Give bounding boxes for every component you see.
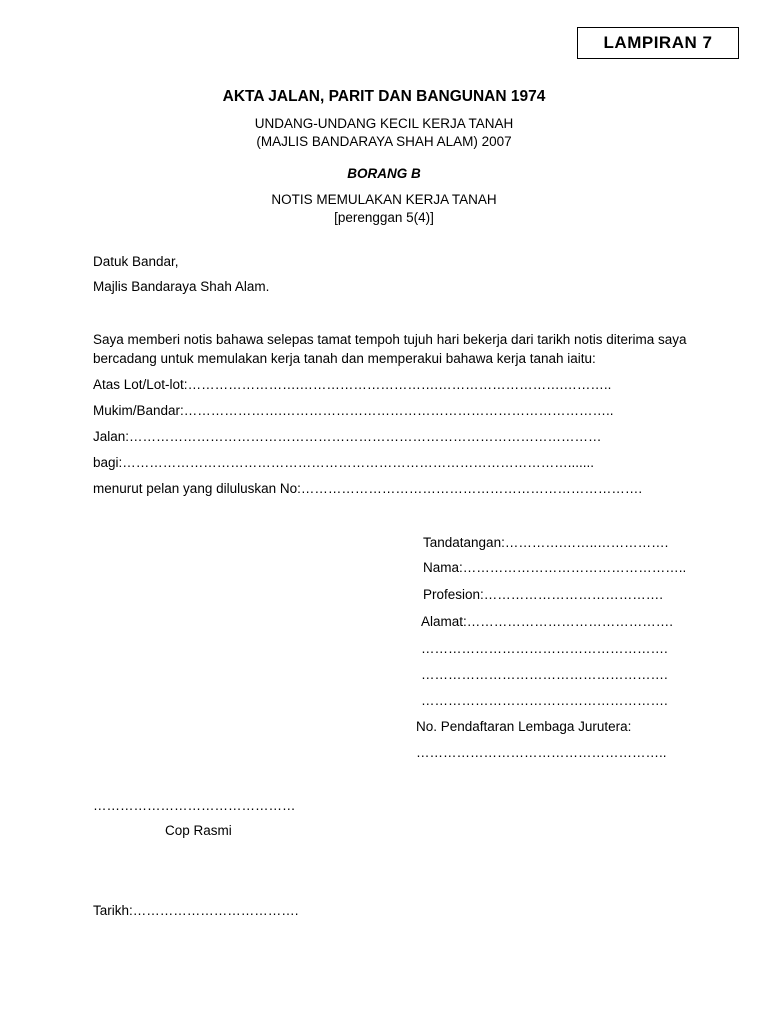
field-mukim-label: Mukim/Bandar: (93, 403, 184, 418)
field-bagi[interactable] (93, 455, 594, 470)
address-line-2[interactable]: ………………………………………………. (421, 667, 668, 682)
addressee-line1: Datuk Bandar, (93, 254, 179, 269)
address-field[interactable]: Alamat:………………………………………. (421, 614, 674, 629)
field-bagi-dots[interactable]: ………………………………………………………………………………………....... (122, 455, 595, 470)
registration-field[interactable]: ……………………………………………….. (416, 745, 667, 760)
field-lot-dots[interactable]: …………………….………………………….……………………….……….. (187, 377, 612, 392)
official-stamp-line[interactable]: ……………………………………… (93, 798, 296, 813)
field-plan-number[interactable] (93, 481, 642, 496)
field-bagi-label: bagi: (93, 455, 123, 470)
registration-label: No. Pendaftaran Lembaga Jurutera: (416, 719, 632, 734)
official-stamp-label: Cop Rasmi (165, 823, 232, 838)
field-mukim-dots[interactable]: ………………….……………………………………………………………….. (183, 403, 614, 418)
field-lot-label: Atas Lot/Lot-lot: (93, 377, 188, 392)
field-plan-number-dots[interactable]: …………………………………………………………………. (300, 481, 643, 496)
field-jalan[interactable] (93, 429, 602, 444)
field-plan-number-label: menurut pelan yang diluluskan No: (93, 481, 301, 496)
lampiran-text: LAMPIRAN 7 (603, 33, 713, 52)
address-line-1[interactable]: ………………………………………………. (421, 641, 668, 656)
field-lot[interactable] (93, 377, 611, 392)
field-jalan-dots[interactable]: …………………………………………………………………………………………… (129, 429, 602, 444)
date-label: Tarikh: (93, 903, 133, 918)
bylaw-title-line1: UNDANG-UNDANG KECIL KERJA TANAH (254, 116, 514, 131)
profession-field[interactable]: Profesion:…………………………………. (423, 587, 664, 602)
date-field[interactable] (93, 903, 299, 918)
act-title: AKTA JALAN, PARIT DAN BANGUNAN 1974 (222, 88, 546, 105)
address-line-3[interactable]: ………………………………………………. (421, 693, 668, 708)
name-field[interactable]: Nama:………………………………………….. (423, 560, 687, 575)
field-mukim[interactable] (93, 403, 614, 418)
form-name: BORANG B (347, 166, 421, 181)
notice-title: NOTIS MEMULAKAN KERJA TANAH (271, 192, 497, 207)
bylaw-title-line2: (MAJLIS BANDARAYA SHAH ALAM) 2007 (256, 134, 512, 149)
notice-paragraph: Saya memberi notis bahawa selepas tamat tempoh tujuh hari bekerja dari tarikh notis diterima saya bercadang untuk memulakan kerja tanah dan memperakui bahawa kerja tanah iaitu: (93, 332, 687, 366)
signature-field[interactable]: Tandatangan:………….……..……………. (423, 535, 669, 550)
lampiran-label (577, 27, 739, 59)
addressee-line2: Majlis Bandaraya Shah Alam. (93, 279, 270, 294)
notice-reference: [perenggan 5(4)] (334, 210, 434, 225)
field-jalan-label: Jalan: (93, 429, 130, 444)
date-dots[interactable]: ………………………………. (132, 903, 299, 918)
